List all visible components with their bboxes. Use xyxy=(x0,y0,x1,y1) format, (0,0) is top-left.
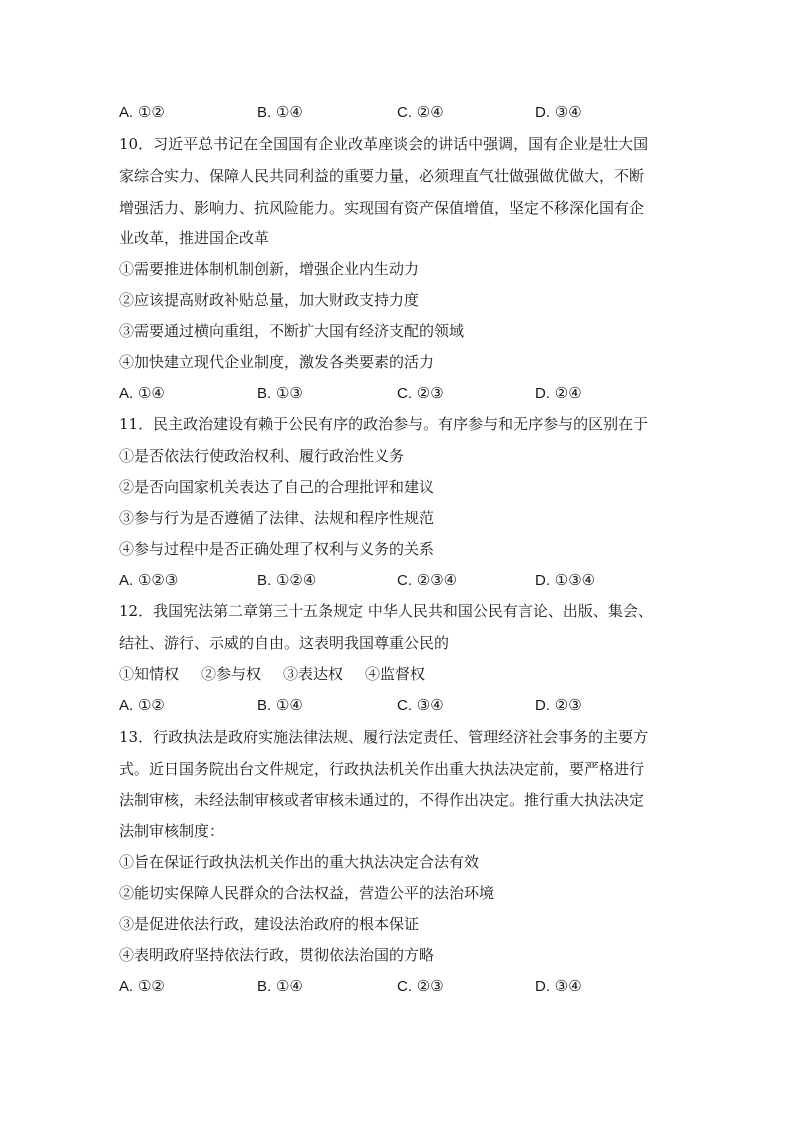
q12-stem-line-1: 12．我国宪法第二章第三十五条规定 中华人民共和国公民有言论、出版、集会、 xyxy=(119,602,653,620)
q10-stem-line-4: 业改革，推进国企改革 xyxy=(119,229,270,247)
q12-statement-3: ③表达权 xyxy=(283,665,344,683)
q10-statement-4: ④加快建立现代企业制度，激发各类要素的活力 xyxy=(119,353,435,371)
q9-option-b[interactable]: B. ①④ xyxy=(257,103,303,121)
q12-option-c[interactable]: C. ③④ xyxy=(397,696,444,714)
q11-option-c[interactable]: C. ②③④ xyxy=(397,571,458,589)
q11-statement-3: ③参与行为是否遵循了法律、法规和程序性规范 xyxy=(119,509,435,527)
q12-statement-1: ①知情权 xyxy=(119,665,180,683)
q10-statement-3: ③需要通过横向重组，不断扩大国有经济支配的领域 xyxy=(119,322,465,340)
q10-stem-line-2: 家综合实力、保障人民共同利益的重要力量，必须理直气壮做强做优做大，不断 xyxy=(119,167,645,185)
q13-statement-1: ①旨在保证行政执法机关作出的重大执法决定合法有效 xyxy=(119,853,480,871)
q13-stem-line-3: 法制审核，未经法制审核或者审核未通过的，不得作出决定。推行重大执法决定 xyxy=(119,791,645,809)
q12-stem-line-2: 结社、游行、示威的自由。这表明我国尊重公民的 xyxy=(119,634,450,652)
q10-option-c[interactable]: C. ②③ xyxy=(397,384,444,402)
q13-statement-4: ④表明政府坚持依法行政，贯彻依法治国的方略 xyxy=(119,946,435,964)
q13-stem-line-1: 13．行政执法是政府实施法律法规、履行法定责任、管理经济社会事务的主要方 xyxy=(119,728,649,746)
q10-stem-line-1: 10．习近平总书记在全国国有企业改革座谈会的讲话中强调，国有企业是壮大国 xyxy=(119,135,649,153)
q13-statement-3: ③是促进依法行政，建设法治政府的根本保证 xyxy=(119,915,420,933)
q12-options xyxy=(119,695,679,715)
q11-statement-2: ②是否向国家机关表达了自己的合理批评和建议 xyxy=(119,478,435,496)
q10-option-b[interactable]: B. ①③ xyxy=(257,384,303,402)
q10-option-a[interactable]: A. ①④ xyxy=(119,384,165,402)
q12-statement-4: ④监督权 xyxy=(365,665,426,683)
q11-option-b[interactable]: B. ①②④ xyxy=(257,571,317,589)
q9-option-a[interactable]: A. ①② xyxy=(119,103,165,121)
q12-statements xyxy=(119,664,425,684)
q9-options xyxy=(119,102,679,122)
q10-statement-2: ②应该提高财政补贴总量，加大财政支持力度 xyxy=(119,291,420,309)
q13-option-c[interactable]: C. ②③ xyxy=(397,977,444,995)
q12-option-a[interactable]: A. ①② xyxy=(119,696,165,714)
q10-option-d[interactable]: D. ②④ xyxy=(535,384,582,402)
q13-statement-2: ②能切实保障人民群众的合法权益，营造公平的法治环境 xyxy=(119,884,495,902)
q12-option-b[interactable]: B. ①④ xyxy=(257,696,303,714)
q12-option-d[interactable]: D. ②③ xyxy=(535,696,582,714)
q13-stem-line-2: 式。近日国务院出台文件规定，行政执法机关作出重大执法决定前，要严格进行 xyxy=(119,760,645,778)
q11-stem-line-1: 11．民主政治建设有赖于公民有序的政治参与。有序参与和无序参与的区别在于 xyxy=(119,415,649,433)
q11-option-a[interactable]: A. ①②③ xyxy=(119,571,179,589)
q13-option-b[interactable]: B. ①④ xyxy=(257,977,303,995)
q13-options xyxy=(119,976,679,996)
q11-options xyxy=(119,570,679,590)
q12-statement-2: ②参与权 xyxy=(201,665,262,683)
q9-option-d[interactable]: D. ③④ xyxy=(535,103,582,121)
q10-statement-1: ①需要推进体制机制创新，增强企业内生动力 xyxy=(119,260,420,278)
q13-option-a[interactable]: A. ①② xyxy=(119,977,165,995)
q9-option-c[interactable]: C. ②④ xyxy=(397,103,444,121)
q10-options xyxy=(119,383,679,403)
q13-stem-line-4: 法制审核制度： xyxy=(119,822,225,840)
q11-statement-1: ①是否依法行使政治权利、履行政治性义务 xyxy=(119,447,405,465)
q10-stem-line-3: 增强活力、影响力、抗风险能力。实现国有资产保值增值，坚定不移深化国有企 xyxy=(119,199,645,217)
q11-option-d[interactable]: D. ①③④ xyxy=(535,571,596,589)
q13-option-d[interactable]: D. ③④ xyxy=(535,977,582,995)
q11-statement-4: ④参与过程中是否正确处理了权利与义务的关系 xyxy=(119,540,435,558)
